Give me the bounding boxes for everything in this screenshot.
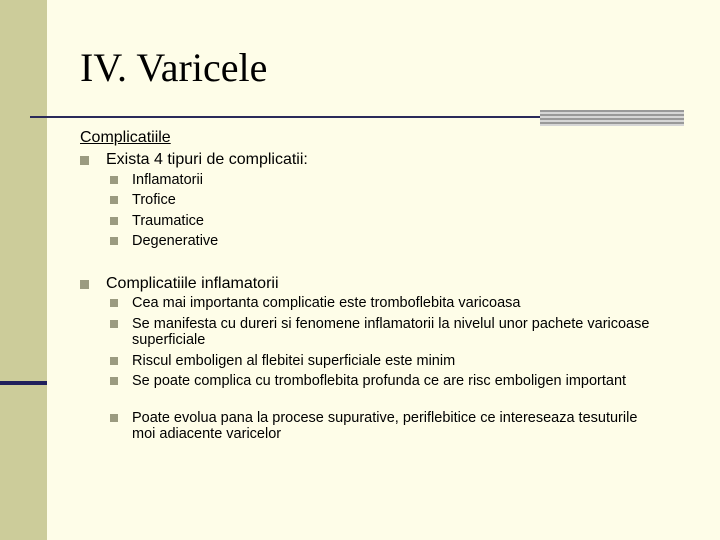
square-bullet-icon [110, 414, 118, 422]
sub-bullet-manifestare [110, 316, 680, 348]
sub-bullet-degenerative [110, 233, 218, 249]
square-bullet-icon [110, 357, 118, 365]
bullet-types-intro [80, 151, 308, 169]
square-bullet-icon [80, 156, 89, 165]
bullet-text: Se poate complica cu tromboflebita profunda ce are risc emboligen important [132, 373, 627, 389]
sub-bullet-tromboflebita [110, 295, 520, 311]
sidebar-accent-line [0, 381, 47, 385]
square-bullet-icon [110, 377, 118, 385]
bullet-text: Exista 4 tipuri de complicatii: [106, 151, 308, 168]
bullet-text: Inflamatorii [132, 172, 203, 188]
square-bullet-icon [110, 320, 118, 328]
square-bullet-icon [110, 196, 118, 204]
square-bullet-icon [110, 237, 118, 245]
square-bullet-icon [80, 280, 89, 289]
bullet-text: Degenerative [132, 233, 219, 249]
divider-accent [540, 110, 684, 126]
bullet-text: Riscul emboligen al flebitei superficiale este minim [132, 353, 456, 369]
sub-bullet-inflamatorii [110, 172, 203, 188]
bullet-text: Cea mai importanta complicatie este tromboflebita varicoasa [132, 295, 521, 311]
bullet-text: Se manifesta cu dureri si fenomene inflamatorii la nivelul unor pachete varicoase superficiale [132, 316, 650, 348]
bullet-text: Traumatice [132, 213, 204, 229]
sub-bullet-procese-supurative [110, 410, 670, 442]
sub-bullet-risc-emboligen [110, 353, 455, 369]
square-bullet-icon [110, 299, 118, 307]
sub-bullet-tromboflebita-profunda [110, 373, 670, 389]
slide-title: IV. Varicele [80, 45, 268, 90]
sub-bullet-traumatice [110, 213, 204, 229]
bullet-text: Poate evolua pana la procese supurative, periflebitice ce intereseaza tesuturile moi adiacente varicelor [132, 410, 638, 442]
bullet-inflammatory-complications [80, 275, 279, 293]
section-heading: Complicatiile [80, 129, 171, 146]
square-bullet-icon [110, 217, 118, 225]
bullet-text: Complicatiile inflamatorii [106, 275, 279, 292]
square-bullet-icon [110, 176, 118, 184]
sidebar-decoration [0, 0, 47, 540]
bullet-text: Trofice [132, 192, 176, 208]
sub-bullet-trofice [110, 192, 176, 208]
